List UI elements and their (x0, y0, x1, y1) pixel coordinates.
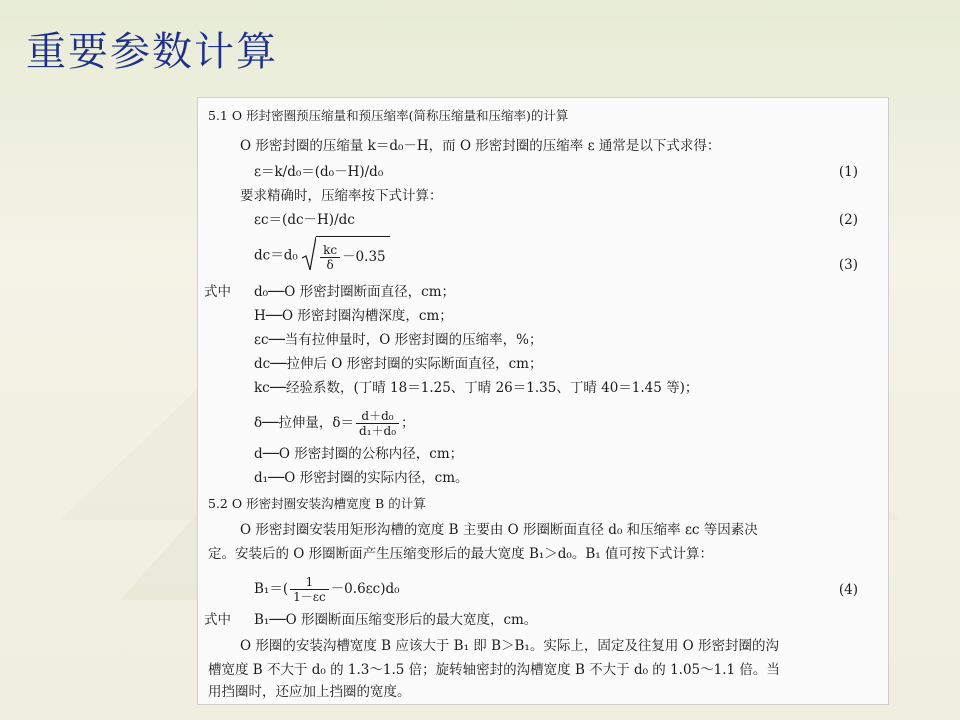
delta-numerator: d＋d₀ (356, 409, 399, 424)
section-5-2-heading: 5.2 O 形密封圈安装沟槽宽度 B 的计算 (208, 496, 426, 511)
sqrt-sign (302, 236, 390, 276)
equation-3-lhs: dc＝d₀ (254, 247, 298, 264)
s52-para1-line2: 定。安装后的 O 形圈断面产生压缩变形后的最大宽度 B₁＞d₀。B₁ 值可按下式计算： (208, 546, 713, 562)
radical-icon (302, 236, 316, 272)
equation-4-lhs: B₁＝( (254, 581, 289, 597)
equation-1: ε＝k/d₀＝(d₀－H)/d₀ (254, 164, 384, 180)
def-d: d──O 形密封圈的公称内径，cm； (254, 446, 464, 462)
equation-3-fraction (320, 243, 340, 272)
def-delta-suffix: ； (401, 415, 415, 431)
s52-para2-line3: 用挡圈时，还应加上挡圈的宽度。 (208, 684, 411, 700)
document-image (197, 97, 889, 705)
def-kc: kc──经验系数，(丁晴 18＝1.25、丁晴 26＝1.35、丁晴 40＝1.45 等)； (254, 380, 699, 396)
def-B1: B₁──O 形圈断面压缩变形后的最大宽度，cm。 (254, 612, 538, 628)
def-epsilon-c: εc──当有拉伸量时，O 形密封圈的压缩率，%； (254, 332, 543, 348)
equation-4 (254, 572, 400, 606)
section-5-1-heading: 5.1 O 形封密圈预压缩量和预压缩率(简称压缩量和压缩率)的计算 (208, 108, 569, 123)
equation-3 (254, 236, 390, 274)
def-dc: dc──拉伸后 O 形密封圈的实际断面直径，cm； (254, 356, 543, 372)
def-d0: d₀──O 形密封圈断面直径，cm； (254, 284, 456, 300)
equation-4-rhs: －0.6εc)d₀ (330, 581, 400, 597)
def-delta-prefix: δ──拉伸量，δ＝ (254, 415, 355, 431)
equation-2-number: (2) (838, 212, 858, 228)
equation-4-number: (4) (838, 582, 858, 598)
precise-intro: 要求精确时，压缩率按下式计算： (240, 188, 443, 204)
equation-4-denominator: 1－εc (293, 590, 326, 604)
equation-3-number: (3) (838, 257, 858, 273)
s52-para1-line1: O 形密封圈安装用矩形沟槽的宽度 B 主要由 O 形圈断面直径 d₀ 和压缩率 εc 等因素决 (240, 522, 758, 538)
equation-4-numerator: 1 (290, 575, 329, 590)
delta-fraction (356, 409, 399, 438)
slide-title: 重要参数计算 (26, 29, 278, 75)
where-label: 式中 (204, 284, 231, 300)
equation-3-rhs: －0.35 (342, 249, 386, 265)
s52-para2-line1: O 形圈的安装沟槽宽度 B 应该大于 B₁ 即 B＞B₁。实际上，固定及往复用 O 形密封圈的沟 (240, 638, 779, 654)
def-delta (254, 406, 415, 440)
equation-2: εc＝(dc－H)/dc (254, 212, 355, 228)
def-d1: d₁──O 形密封圈的实际内径，cm。 (254, 470, 469, 486)
s51-intro: O 形密封圈的压缩量 k＝d₀－H，而 O 形密封圈的压缩率 ε 通常是以下式求得： (240, 138, 721, 154)
where-label-2: 式中 (204, 612, 231, 628)
equation-3-numerator: kc (320, 243, 340, 258)
def-H: H──O 形密封圈沟槽深度，cm； (254, 308, 453, 324)
equation-3-denominator: δ (326, 258, 334, 272)
equation-1-number: (1) (838, 164, 858, 180)
s52-para2-line2: 槽宽度 B 不大于 d₀ 的 1.3～1.5 倍；旋转轴密封的沟槽宽度 B 不大于 d₀ 的 1.05～1.1 倍。当 (208, 662, 780, 678)
delta-denominator: d₁＋d₀ (359, 424, 397, 438)
equation-4-fraction (290, 575, 329, 604)
